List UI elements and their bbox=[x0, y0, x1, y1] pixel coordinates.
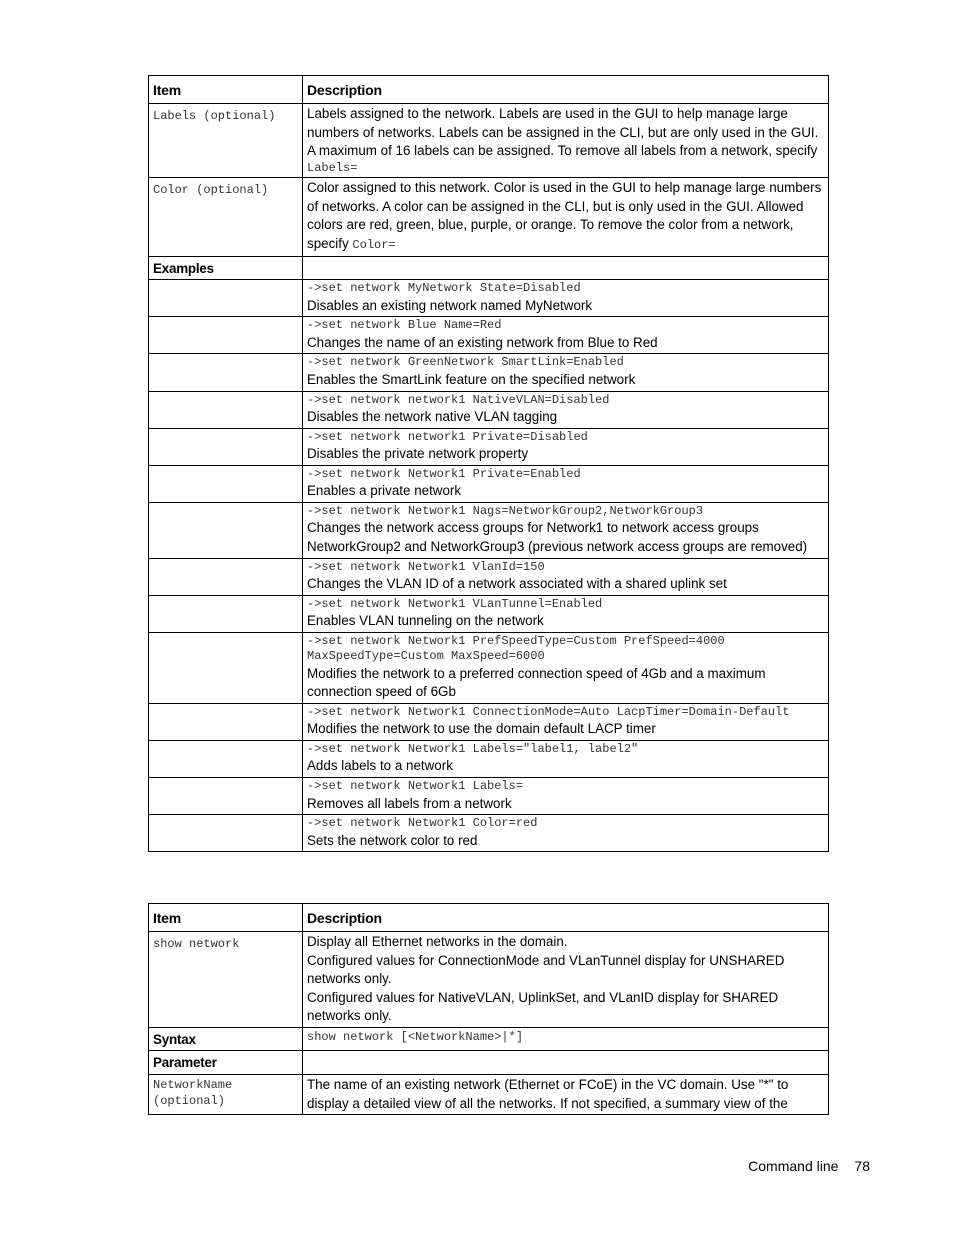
example-cell bbox=[303, 502, 829, 558]
example-description: Enables VLAN tunneling on the network bbox=[307, 613, 544, 629]
command-cell: show network bbox=[149, 932, 303, 1028]
empty-cell bbox=[149, 428, 303, 465]
description-line: Display all Ethernet networks in the domain. bbox=[307, 934, 568, 949]
example-cell bbox=[303, 815, 829, 852]
example-cell bbox=[303, 465, 829, 502]
description-text: Labels assigned to the network. Labels are used in the GUI to help manage large numbers of networks. Labels can be assigned in the CLI, but are only used in the GUI. A maximum of 16 labels can be assigned. To remove all labels from a network, specify bbox=[307, 106, 819, 159]
example-command: ->set network network1 Private=Disabled bbox=[307, 429, 588, 444]
table-header-row bbox=[149, 904, 829, 932]
empty-cell bbox=[149, 280, 303, 317]
table-row bbox=[149, 932, 829, 1028]
example-row bbox=[149, 703, 829, 740]
code-text: Color= bbox=[352, 238, 396, 253]
description-cell bbox=[303, 104, 829, 178]
example-description: Enables the SmartLink feature on the specified network bbox=[307, 371, 636, 387]
example-command: ->set network Blue Name=Red bbox=[307, 318, 502, 333]
examples-header-row bbox=[149, 256, 829, 280]
example-cell bbox=[303, 354, 829, 391]
col-header-description: Description bbox=[303, 904, 829, 932]
example-cell bbox=[303, 632, 829, 703]
example-cell bbox=[303, 703, 829, 740]
syntax-row bbox=[149, 1027, 829, 1051]
show-network-table bbox=[148, 903, 829, 1115]
empty-cell bbox=[303, 256, 829, 280]
footer-section: Command line bbox=[748, 1158, 839, 1174]
example-description: Disables the network native VLAN tagging bbox=[307, 409, 558, 425]
example-row bbox=[149, 632, 829, 703]
examples-body bbox=[149, 280, 829, 852]
col-header-item: Item bbox=[149, 904, 303, 932]
example-row bbox=[149, 465, 829, 502]
empty-cell bbox=[149, 703, 303, 740]
example-row bbox=[149, 815, 829, 852]
example-command: ->set network Network1 PrefSpeedType=Custom PrefSpeed=4000 MaxSpeedType=Custom MaxSpeed=6000 bbox=[307, 633, 732, 664]
examples-label: Examples bbox=[149, 256, 303, 280]
syntax-label: Syntax bbox=[149, 1027, 303, 1051]
example-description: Adds labels to a network bbox=[307, 758, 453, 774]
example-cell bbox=[303, 595, 829, 632]
example-command: ->set network Network1 ConnectionMode=Auto LacpTimer=Domain-Default bbox=[307, 704, 790, 719]
empty-cell bbox=[149, 740, 303, 777]
example-row bbox=[149, 740, 829, 777]
syntax-code: show network [<NetworkName>|*] bbox=[307, 1029, 524, 1044]
empty-cell bbox=[149, 465, 303, 502]
example-command: ->set network Network1 Labels="label1, label2" bbox=[307, 741, 639, 756]
example-cell bbox=[303, 558, 829, 595]
empty-cell bbox=[149, 778, 303, 815]
col-header-item: Item bbox=[149, 76, 303, 104]
table-row bbox=[149, 104, 829, 178]
parameter-header-row bbox=[149, 1051, 829, 1075]
table-row bbox=[149, 178, 829, 256]
attributes-table bbox=[148, 75, 829, 852]
empty-cell bbox=[149, 595, 303, 632]
description-text: Color assigned to this network. Color is used in the GUI to help manage large numbers of networks. A color can be assigned in the CLI, but is only used in the GUI. Allowed colors are red, green, blue, purple, or orange. To remove the color from a network, specify bbox=[307, 180, 822, 252]
example-cell bbox=[303, 778, 829, 815]
code-text: Labels= bbox=[307, 160, 358, 175]
example-description: Removes all labels from a network bbox=[307, 795, 512, 811]
example-command: ->set network network1 NativeVLAN=Disabled bbox=[307, 392, 610, 407]
table-header-row bbox=[149, 76, 829, 104]
example-cell bbox=[303, 280, 829, 317]
syntax-cell bbox=[303, 1027, 829, 1051]
page-footer bbox=[748, 1158, 870, 1174]
empty-cell bbox=[149, 558, 303, 595]
example-description: Modifies the network to use the domain default LACP timer bbox=[307, 721, 656, 737]
example-row bbox=[149, 502, 829, 558]
example-row bbox=[149, 280, 829, 317]
parameter-label: Parameter bbox=[149, 1051, 303, 1075]
example-row bbox=[149, 354, 829, 391]
example-command: ->set network GreenNetwork SmartLink=Enabled bbox=[307, 355, 624, 370]
example-row bbox=[149, 558, 829, 595]
example-description: Changes the VLAN ID of a network associated with a shared uplink set bbox=[307, 576, 727, 591]
example-command: ->set network Network1 VLanTunnel=Enabled bbox=[307, 596, 603, 611]
example-command: ->set network Network1 Labels= bbox=[307, 779, 524, 794]
description-line: Configured values for ConnectionMode and VLanTunnel display for UNSHARED networks only. bbox=[307, 952, 785, 987]
example-command: ->set network Network1 Color=red bbox=[307, 816, 538, 831]
param-description-cell: The name of an existing network (Ethernet or FCoE) in the VC domain. Use "*" to display a detailed view of all the networks. If not specified, a summary view of the bbox=[303, 1075, 829, 1115]
example-row bbox=[149, 778, 829, 815]
example-description: Changes the network access groups for Network1 to network access groups NetworkGroup2 and NetworkGroup3 (previous network access groups are removed) bbox=[307, 520, 808, 554]
example-row bbox=[149, 595, 829, 632]
example-description: Disables an existing network named MyNetwork bbox=[307, 297, 593, 313]
example-cell bbox=[303, 740, 829, 777]
example-cell bbox=[303, 391, 829, 428]
empty-cell bbox=[149, 317, 303, 354]
example-command: ->set network MyNetwork State=Disabled bbox=[307, 281, 581, 296]
example-command: ->set network Network1 Nags=NetworkGroup2,NetworkGroup3 bbox=[307, 503, 704, 518]
example-description: Enables a private network bbox=[307, 483, 462, 499]
example-command: ->set network Network1 Private=Enabled bbox=[307, 466, 581, 481]
description-cell bbox=[303, 932, 829, 1028]
example-command: ->set network Network1 VlanId=150 bbox=[307, 559, 545, 574]
empty-cell bbox=[149, 354, 303, 391]
empty-cell bbox=[149, 391, 303, 428]
description-cell bbox=[303, 178, 829, 256]
empty-cell bbox=[149, 502, 303, 558]
example-description: Modifies the network to a preferred connection speed of 4Gb and a maximum connection speed of 6Gb bbox=[307, 665, 766, 700]
example-cell bbox=[303, 317, 829, 354]
empty-cell bbox=[303, 1051, 829, 1075]
item-cell: Labels (optional) bbox=[149, 104, 303, 178]
example-row bbox=[149, 317, 829, 354]
col-header-description: Description bbox=[303, 76, 829, 104]
example-row bbox=[149, 428, 829, 465]
empty-cell bbox=[149, 632, 303, 703]
item-cell: Color (optional) bbox=[149, 178, 303, 256]
param-name-cell: NetworkName (optional) bbox=[149, 1075, 303, 1115]
page-number: 78 bbox=[854, 1158, 870, 1174]
example-description: Sets the network color to red bbox=[307, 832, 478, 848]
empty-cell bbox=[149, 815, 303, 852]
table-row bbox=[149, 1075, 829, 1115]
example-cell bbox=[303, 428, 829, 465]
example-description: Disables the private network property bbox=[307, 446, 529, 462]
description-line: Configured values for NativeVLAN, UplinkSet, and VLanID display for SHARED networks only. bbox=[307, 989, 779, 1024]
example-row bbox=[149, 391, 829, 428]
example-description: Changes the name of an existing network from Blue to Red bbox=[307, 334, 658, 350]
